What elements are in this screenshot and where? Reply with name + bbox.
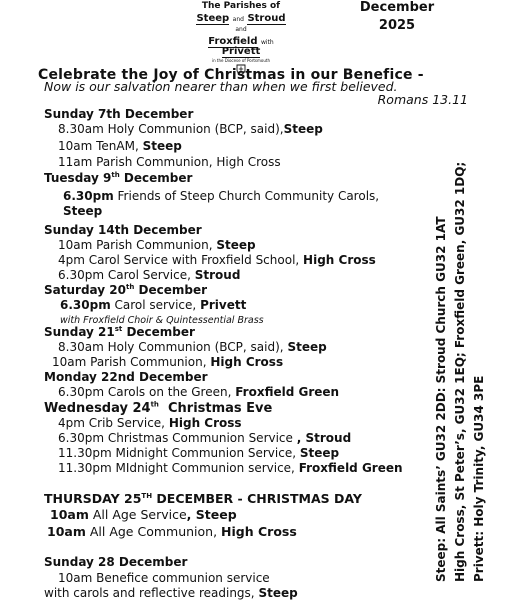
service-item: 10am All Age Communion, High Cross — [47, 524, 297, 539]
address-line: High Cross, St Peter’s, GU32 1EQ; Froxfield Green, GU32 1DQ; — [453, 161, 467, 582]
day-heading: Tuesday 9th December — [44, 171, 193, 185]
service-item: 10am Parish Communion, High Cross — [52, 355, 284, 369]
service-location: Steep — [63, 204, 103, 218]
day-heading: Monday 22nd December — [44, 370, 208, 384]
service-item: 8.30am Holy Communion (BCP, said), Steep — [58, 340, 327, 354]
service-item: 4pm Carol Service with Froxfield School, High Cross — [58, 253, 376, 267]
service-item: 11.30pm Midnight Communion Service, Steep — [58, 446, 340, 460]
logo-line-froxfield-privett: Froxfield with Privett — [208, 36, 274, 57]
day-heading: Sunday 28 December — [44, 555, 188, 569]
service-item: 10am All Age Service, Steep — [50, 507, 237, 522]
service-item: 6.30pm Christmas Communion Service , Stroud — [58, 431, 352, 445]
service-note: with Froxfield Choir & Quintessential Brass — [60, 315, 264, 326]
address-line: Steep: All Saints’ GU32 2DD: Stroud Church GU32 1AT — [434, 216, 448, 582]
scripture-quote — [44, 80, 468, 106]
service-item: 6.30pm Carols on the Green, Froxfield Green — [58, 385, 340, 399]
service-item: 4pm Crib Service, High Cross — [58, 416, 242, 430]
day-heading: Saturday 20th December — [44, 283, 208, 297]
logo-line-parishes: The Parishes of — [201, 1, 281, 11]
service-item: 6.30pm Friends of Steep Church Community Carols, — [63, 189, 380, 203]
day-heading: THURSDAY 25TH DECEMBER - CHRISTMAS DAY — [44, 491, 362, 506]
headline: Celebrate the Joy of Christmas in our Benefice - — [38, 67, 424, 83]
service-item: 6.30pm Carol Service, Stroud — [58, 268, 241, 282]
service-item: with carols and reflective readings, Steep — [44, 586, 298, 600]
logo-line-diocese: in the Diocese of Portsmouth — [212, 58, 270, 63]
logo-line-steep-stroud: Steep and Stroud and — [196, 13, 286, 33]
quote-reference: Romans 13.11 — [377, 92, 468, 107]
date-year: 2025 — [378, 18, 416, 33]
service-item: 6.30pm Carol service, Privett — [60, 298, 247, 312]
parish-logo — [192, 0, 290, 63]
date-month: December — [359, 0, 435, 15]
service-item: 10am TenAM, Steep — [58, 139, 182, 153]
day-heading: Sunday 14th December — [44, 223, 202, 237]
newsletter-date — [354, 0, 440, 35]
address-line: Privett: Holy Trinity, GU34 3PE — [472, 375, 486, 582]
day-heading: Sunday 7th December — [44, 107, 194, 121]
service-item: 11am Parish Communion, High Cross — [58, 155, 281, 169]
quote-text: Now is our salvation nearer than when we first believed. — [44, 79, 398, 94]
service-item: 11.30pm MIdnight Communion service, Froxfield Green — [58, 461, 403, 475]
service-item: 10am Benefice communion service — [58, 571, 270, 585]
service-item: 10am Parish Communion, Steep — [58, 238, 256, 252]
day-heading: Wednesday 24th Christmas Eve — [44, 400, 273, 416]
service-item: 8.30am Holy Communion (BCP, said),Steep — [58, 122, 323, 136]
church-addresses — [432, 142, 489, 582]
day-heading: Sunday 21st December — [44, 325, 195, 339]
